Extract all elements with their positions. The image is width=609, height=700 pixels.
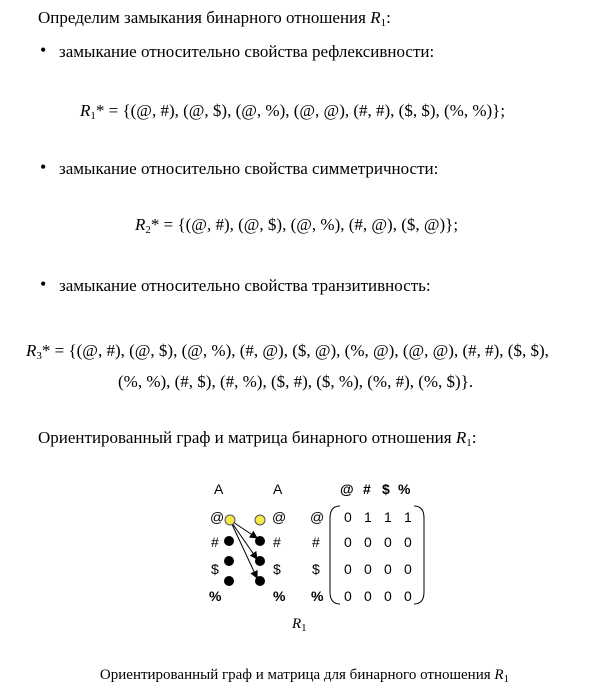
- matrix-cell: 0: [364, 561, 372, 577]
- formula-r2-body: = {(@, #), (@, $), (@, %), (#, @), ($, @)};: [159, 215, 459, 234]
- intro-tail: :: [386, 8, 391, 27]
- graph-node-right-percent: [255, 576, 265, 586]
- matrix-label-name: R: [292, 616, 302, 632]
- formula-r2-star: *: [150, 215, 160, 234]
- bullet-symmetric: замыкание относительно свойства симметричности:: [59, 159, 439, 178]
- graph-node-left-hash: [224, 536, 234, 546]
- caption-rel: R: [494, 667, 504, 683]
- bullet-transitive: замыкание относительно свойства транзитивность:: [59, 276, 431, 295]
- matrix-label-sub: 1: [301, 622, 307, 634]
- graph-intro-rel: R: [455, 428, 467, 447]
- matrix-cell: 0: [344, 588, 352, 604]
- graph-node-right-at: [255, 515, 265, 525]
- matrix-cell: 0: [404, 561, 412, 577]
- matrix-cell: 0: [344, 509, 352, 525]
- matrix-cell: 0: [384, 561, 392, 577]
- matrix-row-header-1: @: [310, 509, 325, 525]
- formula-r3-star: *: [41, 341, 51, 360]
- graph-edge: [230, 520, 257, 559]
- graph-right-header: A: [273, 481, 283, 497]
- graph-intro-text: Ориентированный граф и матрица бинарного отношения: [38, 428, 456, 447]
- formula-r1-sub: 1: [90, 110, 96, 122]
- graph-intro-tail: :: [471, 428, 477, 447]
- bullet-dot-3: •: [40, 274, 47, 294]
- matrix-right-bracket: [414, 506, 424, 604]
- matrix-cell: 1: [364, 509, 372, 525]
- graph-node-left-at: [225, 515, 235, 525]
- matrix-row-header-2: #: [312, 534, 320, 550]
- formula-r3-sub: 3: [36, 350, 42, 362]
- formula-r2-name: R: [135, 215, 146, 234]
- graph-node-right-hash: [255, 536, 265, 546]
- formula-r1-star: *: [95, 101, 105, 120]
- matrix-cell: 0: [364, 534, 372, 550]
- graph-left-header: A: [214, 481, 224, 497]
- graph-intro-sub: 1: [466, 437, 472, 449]
- figure-caption: [0, 667, 609, 685]
- matrix-cell: 0: [404, 588, 412, 604]
- matrix-cell: 0: [344, 561, 352, 577]
- formula-r1-body: = {(@, #), (@, $), (@, %), (@, @), (#, #), ($, $), (%, %)};: [104, 101, 506, 120]
- matrix-left-bracket: [330, 506, 340, 604]
- caption-sub: 1: [503, 673, 510, 685]
- matrix-cell: 1: [404, 509, 412, 525]
- graph-left-label-1: @: [210, 509, 225, 525]
- bullet-dot-2: •: [40, 157, 47, 177]
- graph-left-label-3: $: [211, 561, 219, 577]
- formula-r3-line2: (%, %), (#, $), (#, %), ($, #), ($, %), (%, #), (%, $)}.: [118, 372, 474, 391]
- caption-text: Ориентированный граф и матрица для бинарного отношения: [99, 667, 495, 683]
- matrix-col-header-4: %: [398, 481, 411, 497]
- matrix-cell: 0: [364, 588, 372, 604]
- intro-rel: R: [370, 8, 381, 27]
- graph-left-label-2: #: [211, 534, 219, 550]
- matrix-col-header-1: @: [340, 481, 354, 497]
- formula-r1-name: R: [80, 101, 91, 120]
- graph-left-label-4: %: [209, 588, 222, 604]
- graph-right-label-1: @: [272, 509, 287, 525]
- matrix-col-header-2: #: [363, 481, 371, 497]
- intro-sub: 1: [380, 17, 387, 29]
- graph-right-label-3: $: [273, 561, 281, 577]
- formula-r3-name: R: [26, 341, 37, 360]
- matrix-col-header-3: $: [382, 481, 390, 497]
- matrix-row-header-3: $: [312, 561, 320, 577]
- bullet-reflexive: замыкание относительно свойства рефлексивности:: [59, 42, 435, 61]
- matrix-cell: 0: [344, 534, 352, 550]
- intro-text: Определим замыкания бинарного отношения: [38, 8, 371, 27]
- graph-node-left-percent: [224, 576, 234, 586]
- graph-node-right-dollar: [255, 556, 265, 566]
- graph-node-left-dollar: [224, 556, 234, 566]
- graph-right-label-4: %: [273, 588, 286, 604]
- matrix-cell: 1: [384, 509, 392, 525]
- formula-r2-sub: 2: [145, 224, 151, 236]
- matrix-cell: 0: [404, 534, 412, 550]
- matrix-row-header-4: %: [311, 588, 324, 604]
- matrix-cell: 0: [384, 534, 392, 550]
- bullet-dot-1: •: [40, 40, 47, 60]
- matrix-cell: 0: [384, 588, 392, 604]
- formula-r3-body1: = {(@, #), (@, $), (@, %), (#, @), ($, @), (%, @), (@, @), (#, #), ($, $),: [50, 341, 549, 360]
- graph-right-label-2: #: [273, 534, 281, 550]
